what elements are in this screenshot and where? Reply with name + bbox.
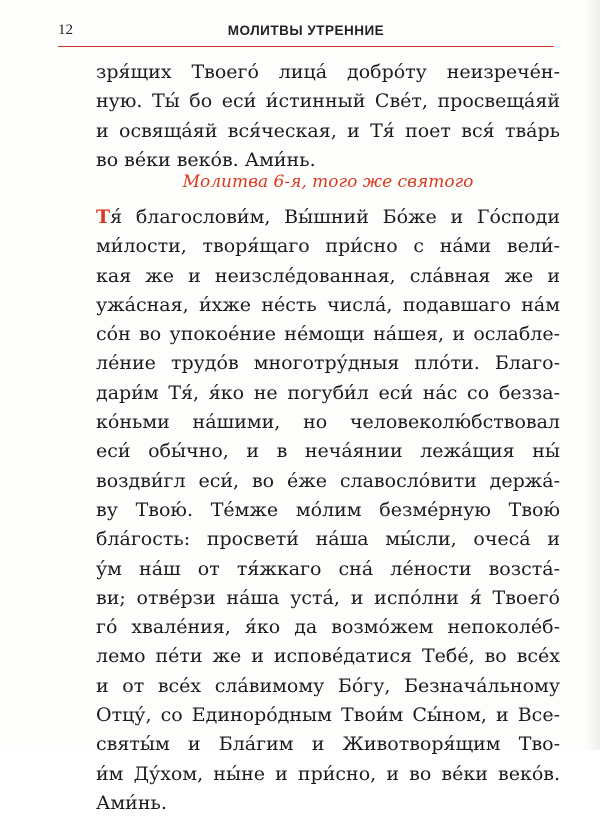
text-line: еси́ обы́чно, и в неча́янии лежа́щия ны́ (96, 440, 560, 463)
text-line: ви; отве́рзи на́ша уста́, и испо́лни я́ Твоего́ (96, 586, 560, 609)
text-line: го́ хвале́ния, я́ко да возмо́жем непоколе́б- (96, 616, 560, 639)
text-line: и́м Ду́хом, ны́не и при́сно, и во ве́ки веко́в. (96, 762, 560, 785)
drop-initial: Т (96, 206, 111, 228)
prayer-first-line (96, 203, 560, 232)
text-line: воздви́гл еси́, во е́же славосло́вити держа́- (96, 469, 560, 492)
text-line: со́н во упокое́ние не́мощи на́шея, и ослабле- (96, 323, 560, 346)
continuation-text (96, 58, 560, 175)
text-line: зря́щих Твоего́ лица́ добро́ту неизрече́н- (96, 61, 560, 83)
text-line: и освяща́яй вся́ческая, и Тя́ поет вся́ тва́рь (96, 119, 560, 142)
prayer-title: Молитва 6-я, того же святого (182, 172, 474, 192)
text-line: ми́лости, творя́щаго при́сно с на́ми вели́- (96, 235, 560, 258)
text-line: лемо пе́ти же и испове́датися Тебе́, во все́х (96, 645, 560, 668)
running-head: МОЛИТВЫ УТРЕННИЕ (227, 23, 385, 38)
text-line: у́м на́ш от тя́жкаго сна́ ле́ности возста́- (96, 557, 560, 580)
text-line: святы́м и Бла́гим и Животворя́щим Тво- (96, 733, 560, 756)
text-line: Отцу́, со Единоро́дным Твои́м Сы́ном, и Все- (96, 704, 560, 727)
page-header (58, 22, 554, 47)
first-line-rest: я́ благослови́м, Вы́шний Бо́же и Го́споди (110, 206, 560, 228)
text-line: во ве́ки веко́в. Ами́нь. (96, 148, 316, 171)
text-line: ле́ние трудо́в многотру́дныя пло́ти. Благо- (96, 352, 560, 375)
text-line: дари́м Тя́, я́ко не погуби́л еси́ на́с со безза- (96, 381, 560, 404)
text-line: кая же и неизсле́дованная, сла́вная же и (96, 264, 560, 287)
prayer-text (96, 203, 560, 818)
text-line: и от все́х сла́вимому Бо́гу, Безнача́льному (96, 674, 560, 697)
page-number: 12 (58, 22, 73, 38)
text-line: Ами́нь. (96, 791, 167, 814)
text-line: бла́гость: просвети́ на́ша мы́сли, очеса́ и (96, 528, 560, 551)
text-line: ву Твою́. Те́мже мо́лим безме́рную Твою́ (96, 498, 560, 521)
text-line: ужа́сная, и́хже не́сть числа́, подавшаго на́м (96, 293, 560, 316)
text-line: ную. Ты́ бо еси́ и́стинный Све́т, просвеща́яй (96, 90, 560, 113)
text-line: ко́ньми на́шими, но человеколю́бствовал (96, 411, 560, 434)
